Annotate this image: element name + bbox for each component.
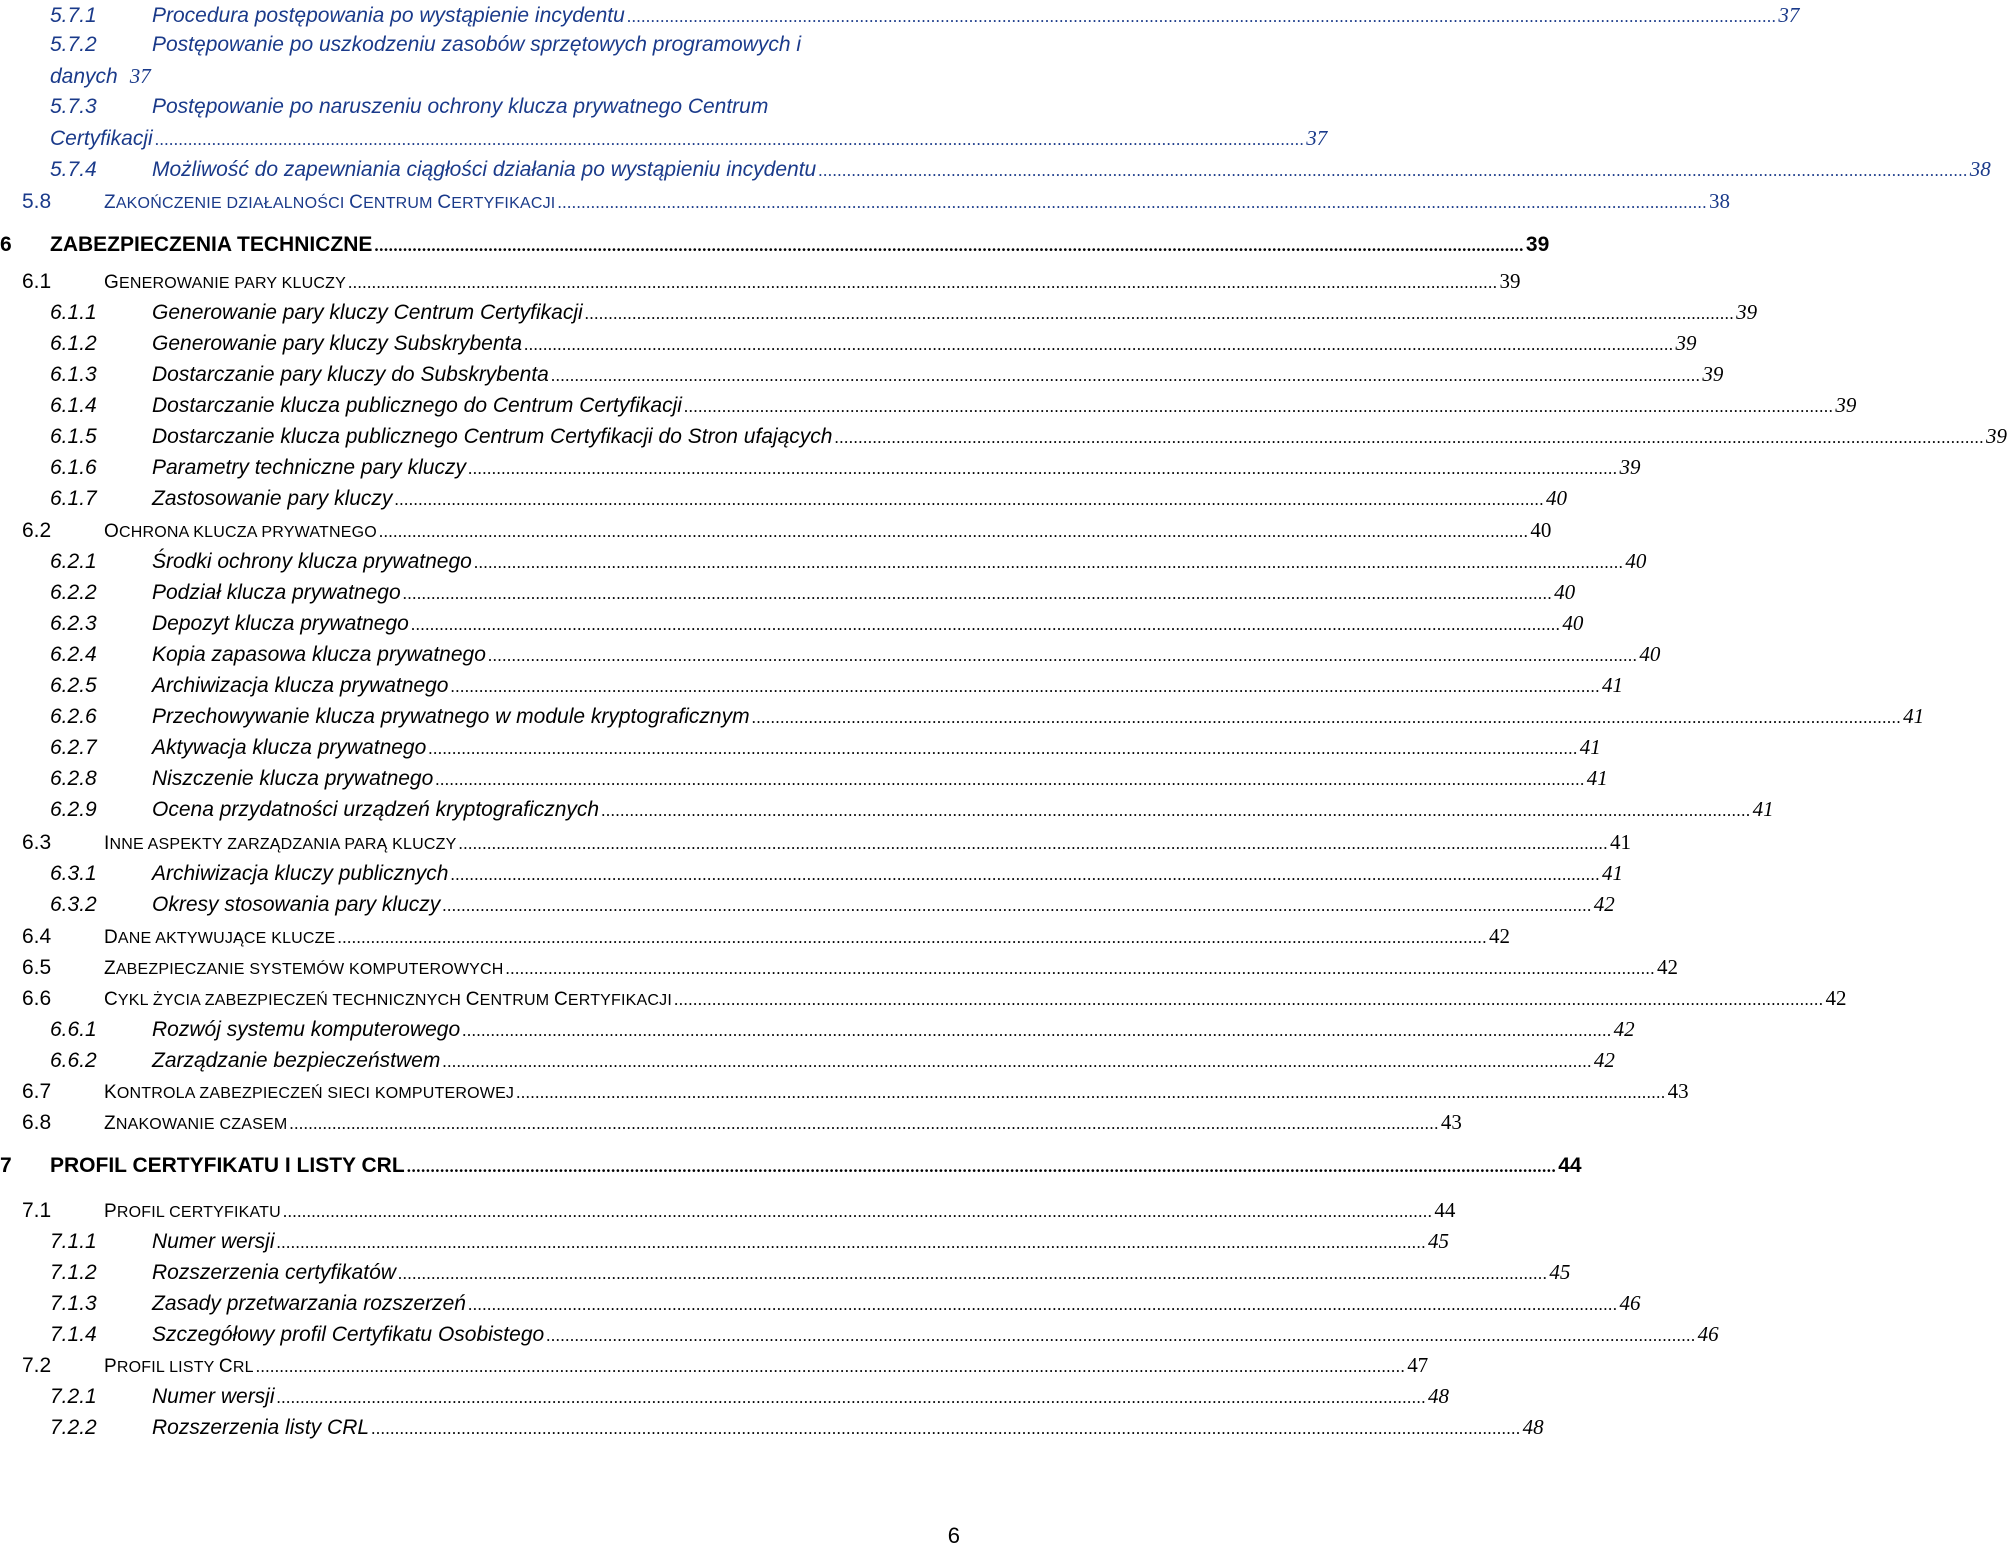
toc-leader-dots xyxy=(546,1321,1696,1351)
toc-entry-title: Podział klucza prywatnego xyxy=(152,581,401,604)
toc-entry[interactable] xyxy=(50,328,1697,358)
toc-entry-title: Numer wersji xyxy=(152,1230,275,1253)
page-number: 6 xyxy=(947,1523,960,1548)
toc-entry-number: 6.8 xyxy=(22,1111,52,1134)
toc-leader-dots xyxy=(474,548,1624,578)
toc-leader-dots xyxy=(450,860,1600,890)
toc-entry-number: 7 xyxy=(0,1154,12,1177)
toc-entry-number: 7.1.3 xyxy=(50,1292,97,1315)
toc-entry-number: 6.2.4 xyxy=(50,643,97,666)
toc-entry-title: Archiwizacja klucza prywatnego xyxy=(152,674,449,697)
toc-entry-page: 40 xyxy=(1530,518,1552,542)
toc-entry-title: Dostarczanie pary kluczy do Subskrybenta xyxy=(152,363,549,386)
toc-entry-page: 40 xyxy=(1545,486,1567,510)
toc-entry[interactable] xyxy=(22,1076,1689,1106)
toc-entry-title: Zastosowanie pary kluczy xyxy=(152,487,393,510)
toc-entry[interactable] xyxy=(50,763,1608,793)
toc-entry-page: 39 xyxy=(1499,269,1521,293)
toc-entry[interactable] xyxy=(50,670,1623,700)
toc-entry-number: 5.7.4 xyxy=(50,158,97,181)
toc-leader-dots xyxy=(516,1078,1666,1108)
toc-entry-number: 6.7 xyxy=(22,1080,52,1103)
toc-leader-dots xyxy=(506,954,1656,984)
toc-entry-title: Archiwizacja kluczy publicznych xyxy=(152,862,449,885)
toc-leader-dots xyxy=(435,765,1585,795)
toc-leader-dots xyxy=(468,1290,1618,1320)
toc-entry-page: 47 xyxy=(1407,1353,1429,1377)
toc-entry-title: Postępowanie po uszkodzeniu zasobów sprzętowych programowych i xyxy=(152,33,802,56)
toc-leader-dots xyxy=(379,517,1529,547)
toc-entry-number: 7.2.1 xyxy=(50,1385,97,1408)
toc-entry-title: Niszczenie klucza prywatnego xyxy=(152,767,434,790)
toc-entry-page: 42 xyxy=(1593,892,1615,916)
toc-entry-number: 6.2.5 xyxy=(50,674,97,697)
toc-entry-number: 6.3.2 xyxy=(50,893,97,916)
toc-entry-page: 37 xyxy=(1306,126,1328,150)
toc-entry[interactable] xyxy=(22,1350,1429,1380)
toc-leader-dots xyxy=(348,268,1498,298)
toc-entry-page: 40 xyxy=(1554,580,1576,604)
toc-entry-page: 41 xyxy=(1586,766,1608,790)
toc-entry-title: Numer wersji xyxy=(152,1385,275,1408)
toc-entry-title: ZABEZPIECZANIE SYSTEMÓW KOMPUTEROWYCH xyxy=(104,958,504,979)
toc-leader-dots xyxy=(462,1016,1612,1046)
toc-leader-dots xyxy=(459,829,1609,859)
toc-entry-number: 6.1.3 xyxy=(50,363,97,386)
toc-entry-title: INNE ASPEKTY ZARZĄDZANIA PARĄ KLUCZY xyxy=(104,833,457,854)
toc-entry-page: 39 xyxy=(1619,455,1641,479)
toc-leader-dots xyxy=(488,641,1638,671)
toc-entry[interactable] xyxy=(50,639,1661,669)
toc-entry-title: CYKL ŻYCIA ZABEZPIECZEŃ TECHNICZNYCH CENTRUM CERTYFIKACJI xyxy=(104,989,673,1010)
toc-leader-dots xyxy=(394,485,1544,515)
toc-leader-dots xyxy=(289,1109,1439,1139)
toc-entry-page: 39 xyxy=(1525,233,1550,256)
toc-entry-page: 41 xyxy=(1610,830,1631,854)
toc-leader-dots xyxy=(442,1047,1592,1077)
toc-entry-page: 40 xyxy=(1639,642,1661,666)
toc-entry-page: 44 xyxy=(1558,1154,1582,1177)
toc-entry-number: 6.2.7 xyxy=(50,736,97,759)
toc-leader-dots xyxy=(338,923,1488,953)
toc-leader-dots xyxy=(468,454,1618,484)
toc-leader-dots xyxy=(601,796,1751,826)
toc-entry-page: 42 xyxy=(1825,986,1847,1010)
toc-entry-title: Parametry techniczne pary kluczy xyxy=(152,456,466,479)
toc-entry-page: 41 xyxy=(1601,861,1623,885)
toc-entry[interactable] xyxy=(22,827,1631,857)
toc-entry-title: Zarządzanie bezpieczeństwem xyxy=(152,1049,441,1072)
toc-entry-number: 5.8 xyxy=(22,190,52,213)
toc-entry[interactable] xyxy=(22,515,1552,545)
toc-entry-page: 39 xyxy=(1736,300,1758,324)
toc-entry[interactable] xyxy=(22,1195,1456,1225)
toc-entry-page: 38 xyxy=(1969,157,1991,181)
toc-entry[interactable] xyxy=(50,483,1567,513)
toc-entry-page: 48 xyxy=(1522,1415,1544,1439)
toc-entry-title: Dostarczanie klucza publicznego do Centrum Certyfikacji xyxy=(152,394,682,417)
toc-entry-number: 6.6.1 xyxy=(50,1018,97,1041)
toc-entry-number: 7.1.2 xyxy=(50,1261,97,1284)
toc-entry-title: Ocena przydatności urządzeń kryptograficznych xyxy=(152,798,600,821)
toc-entry-number: 7.2 xyxy=(22,1354,52,1377)
toc-entry-number: 5.7.3 xyxy=(50,95,97,118)
toc-entry-page: 41 xyxy=(1579,735,1601,759)
toc-leader-dots xyxy=(277,1383,1427,1413)
toc-entry[interactable] xyxy=(0,1151,1582,1181)
toc-entry[interactable] xyxy=(22,983,1847,1013)
toc-entry-number: 6.1.4 xyxy=(50,394,97,417)
toc-leader-dots xyxy=(283,1197,1433,1227)
toc-entry-page: 44 xyxy=(1434,1198,1456,1222)
toc-entry[interactable] xyxy=(50,123,1328,153)
toc-entry[interactable] xyxy=(50,1226,1450,1256)
toc-entry-title: ZAKOŃCZENIE DZIAŁALNOŚCI CENTRUM CERTYFIKACJI xyxy=(104,192,556,213)
toc-entry[interactable] xyxy=(50,1014,1635,1044)
toc-entry[interactable] xyxy=(50,154,1991,184)
toc-entry-number: 6.5 xyxy=(22,956,52,979)
toc-entry-title: Zasady przetwarzania rozszerzeń xyxy=(152,1292,466,1315)
toc-entry-number: 6.1 xyxy=(22,270,52,293)
toc-entry[interactable] xyxy=(22,1107,1462,1137)
toc-entry-title: PROFIL CERTYFIKATU I LISTY CRL xyxy=(50,1154,405,1177)
toc-entry-page: 43 xyxy=(1440,1110,1462,1134)
toc-entry[interactable] xyxy=(50,1257,1571,1287)
toc-leader-dots xyxy=(371,1414,1521,1444)
toc-leader-dots xyxy=(403,579,1553,609)
toc-entry-title: Depozyt klucza prywatnego xyxy=(152,612,409,635)
toc-entry-title: KONTROLA ZABEZPIECZEŃ SIECI KOMPUTEROWEJ xyxy=(104,1082,515,1103)
toc-leader-dots xyxy=(155,125,1305,155)
toc-entry-number: 6.2 xyxy=(22,519,52,542)
toc-entry[interactable] xyxy=(50,1319,1719,1349)
toc-entry-number: 6.1.5 xyxy=(50,425,97,448)
toc-entry-title: ZNAKOWANIE CZASEM xyxy=(104,1113,288,1134)
toc-leader-dots xyxy=(674,985,1824,1015)
toc-entry[interactable] xyxy=(50,30,960,60)
toc-entry[interactable] xyxy=(50,858,1623,888)
toc-entry-number: 6.2.3 xyxy=(50,612,97,635)
toc-entry-title: Certyfikacji xyxy=(50,127,153,150)
toc-entry[interactable] xyxy=(50,701,1925,731)
toc-entry-number: 5.7.1 xyxy=(50,4,97,27)
toc-leader-dots xyxy=(684,392,1834,422)
toc-entry-title: Okresy stosowania pary kluczy xyxy=(152,893,441,916)
toc-entry-number: 6.2.9 xyxy=(50,798,97,821)
toc-leader-dots xyxy=(834,423,1984,453)
toc-entry[interactable] xyxy=(50,359,1724,389)
toc-entry-page: 42 xyxy=(1593,1048,1615,1072)
toc-entry-number: 7.1 xyxy=(22,1199,52,1222)
toc-entry-title: Szczegółowy profil Certyfikatu Osobistego xyxy=(152,1323,545,1346)
toc-entry[interactable] xyxy=(50,297,1758,327)
toc-entry-number: 6 xyxy=(0,233,12,256)
toc-entry-title: Środki ochrony klucza prywatnego xyxy=(152,550,472,573)
toc-entry-page: 42 xyxy=(1657,955,1679,979)
toc-entry-page: 46 xyxy=(1697,1322,1719,1346)
toc-entry[interactable] xyxy=(50,92,960,122)
toc-entry[interactable] xyxy=(50,421,2007,451)
toc-entry-title: Kopia zapasowa klucza prywatnego xyxy=(152,643,486,666)
toc-entry-page: 42 xyxy=(1613,1017,1635,1041)
toc-entry[interactable] xyxy=(50,889,1615,919)
toc-leader-dots xyxy=(557,188,1707,218)
toc-entry-page: 39 xyxy=(1702,362,1724,386)
toc-entry-page: 39 xyxy=(1835,393,1857,417)
toc-entry[interactable] xyxy=(50,452,1641,482)
toc-entry-title: DANE AKTYWUJĄCE KLUCZE xyxy=(104,927,336,948)
toc-entry-number: 6.1.7 xyxy=(50,487,97,510)
toc-entry[interactable] xyxy=(22,186,1730,216)
toc-leader-dots xyxy=(450,672,1600,702)
toc-entry-number: 6.1.1 xyxy=(50,301,97,324)
toc-entry-number: 6.2.2 xyxy=(50,581,97,604)
toc-entry-title: PROFIL CERTYFIKATU xyxy=(104,1201,281,1222)
toc-entry[interactable] xyxy=(22,921,1511,951)
toc-entry-title: Generowanie pary kluczy Subskrybenta xyxy=(152,332,523,355)
toc-entry-number: 5.7.2 xyxy=(50,33,97,56)
toc-leader-dots xyxy=(752,703,1902,733)
toc-entry[interactable] xyxy=(50,794,1774,824)
toc-leader-dots xyxy=(818,156,1968,186)
toc-entry-number: 6.2.1 xyxy=(50,550,97,573)
toc-entry-page: 40 xyxy=(1562,611,1584,635)
toc-entry-page: 37 xyxy=(129,64,151,88)
toc-entry-title: Możliwość do zapewniania ciągłości działania po wystąpieniu incydentu xyxy=(152,158,817,181)
toc-entry-page: 40 xyxy=(1625,549,1647,573)
toc-entry-title: ZABEZPIECZENIA TECHNICZNE xyxy=(50,233,373,256)
toc-entry[interactable] xyxy=(50,577,1576,607)
toc-leader-dots xyxy=(524,330,1674,360)
toc-entry-title: Aktywacja klucza prywatnego xyxy=(152,736,427,759)
toc-entry-number: 6.2.6 xyxy=(50,705,97,728)
toc-entry-number: 6.2.8 xyxy=(50,767,97,790)
toc-entry[interactable] xyxy=(50,1381,1450,1411)
toc-entry-page: 41 xyxy=(1903,704,1925,728)
toc-leader-dots xyxy=(256,1352,1406,1382)
toc-entry-number: 6.6 xyxy=(22,987,52,1010)
toc-entry-number: 7.1.4 xyxy=(50,1323,97,1346)
toc-entry[interactable] xyxy=(50,608,1584,638)
toc-leader-dots xyxy=(442,891,1592,921)
toc-entry-title: Dostarczanie klucza publicznego Centrum Certyfikacji do Stron ufających xyxy=(152,425,833,448)
toc-entry[interactable] xyxy=(50,732,1601,762)
toc-entry-title: OCHRONA KLUCZA PRYWATNEGO xyxy=(104,521,377,542)
toc-entry[interactable] xyxy=(50,1288,1641,1318)
toc-leader-dots xyxy=(374,231,1524,261)
toc-entry-page: 43 xyxy=(1667,1079,1689,1103)
toc-leader-dots xyxy=(398,1259,1548,1289)
toc-leader-dots xyxy=(428,734,1578,764)
toc-entry-number: 7.2.2 xyxy=(50,1416,97,1439)
toc-leader-dots xyxy=(627,2,1777,32)
toc-leader-dots xyxy=(277,1228,1427,1258)
toc-entry[interactable] xyxy=(50,0,1800,30)
toc-entry-title: GENEROWANIE PARY KLUCZY xyxy=(104,272,346,293)
toc-entry-page: 41 xyxy=(1752,797,1774,821)
toc-leader-dots xyxy=(411,610,1561,640)
toc-entry-title: danych xyxy=(50,65,118,88)
toc-entry[interactable] xyxy=(50,546,1647,576)
toc-entry-page: 45 xyxy=(1549,1260,1571,1284)
toc-entry-title: Postępowanie po naruszeniu ochrony klucza prywatnego Centrum xyxy=(152,95,769,118)
toc-entry-page: 46 xyxy=(1619,1291,1641,1315)
toc-entry-page: 45 xyxy=(1428,1229,1450,1253)
toc-entry[interactable] xyxy=(0,230,1550,260)
toc-entry-page: 37 xyxy=(1778,3,1800,27)
toc-entry-number: 6.1.2 xyxy=(50,332,97,355)
toc-entry-title: Rozwój systemu komputerowego xyxy=(152,1018,461,1041)
toc-leader-dots xyxy=(407,1152,1557,1182)
toc-entry-number: 6.3 xyxy=(22,831,52,854)
toc-entry-title: Generowanie pary kluczy Centrum Certyfikacji xyxy=(152,301,583,324)
toc-entry-page: 48 xyxy=(1428,1384,1450,1408)
toc-entry[interactable] xyxy=(50,61,960,91)
toc-entry-title: PROFIL LISTY CRL xyxy=(104,1356,254,1377)
toc-leader-dots xyxy=(585,299,1735,329)
toc-entry-page: 42 xyxy=(1489,924,1511,948)
toc-leader-dots xyxy=(551,361,1701,391)
toc-entry-title: Procedura postępowania po wystąpienie incydentu xyxy=(152,4,625,27)
toc-entry-title: Rozszerzenia certyfikatów xyxy=(152,1261,396,1284)
toc-entry-page: 41 xyxy=(1601,673,1623,697)
toc-entry-page: 38 xyxy=(1708,189,1730,213)
toc-entry-number: 6.1.6 xyxy=(50,456,97,479)
toc-entry-title: Przechowywanie klucza prywatnego w module kryptograficznym xyxy=(152,705,750,728)
toc-entry-page: 39 xyxy=(1985,424,2007,448)
toc-entry[interactable] xyxy=(22,952,1679,982)
toc-entry-number: 6.3.1 xyxy=(50,862,97,885)
toc-entry-title: Rozszerzenia listy CRL xyxy=(152,1416,370,1439)
toc-entry-number: 7.1.1 xyxy=(50,1230,97,1253)
toc-entry-number: 6.6.2 xyxy=(50,1049,97,1072)
toc-entry-number: 6.4 xyxy=(22,925,52,948)
toc-entry-page: 39 xyxy=(1675,331,1697,355)
toc-entry[interactable] xyxy=(50,390,1857,420)
toc-entry[interactable] xyxy=(50,1412,1544,1442)
toc-entry[interactable] xyxy=(22,266,1521,296)
toc-entry[interactable] xyxy=(50,1045,1615,1075)
